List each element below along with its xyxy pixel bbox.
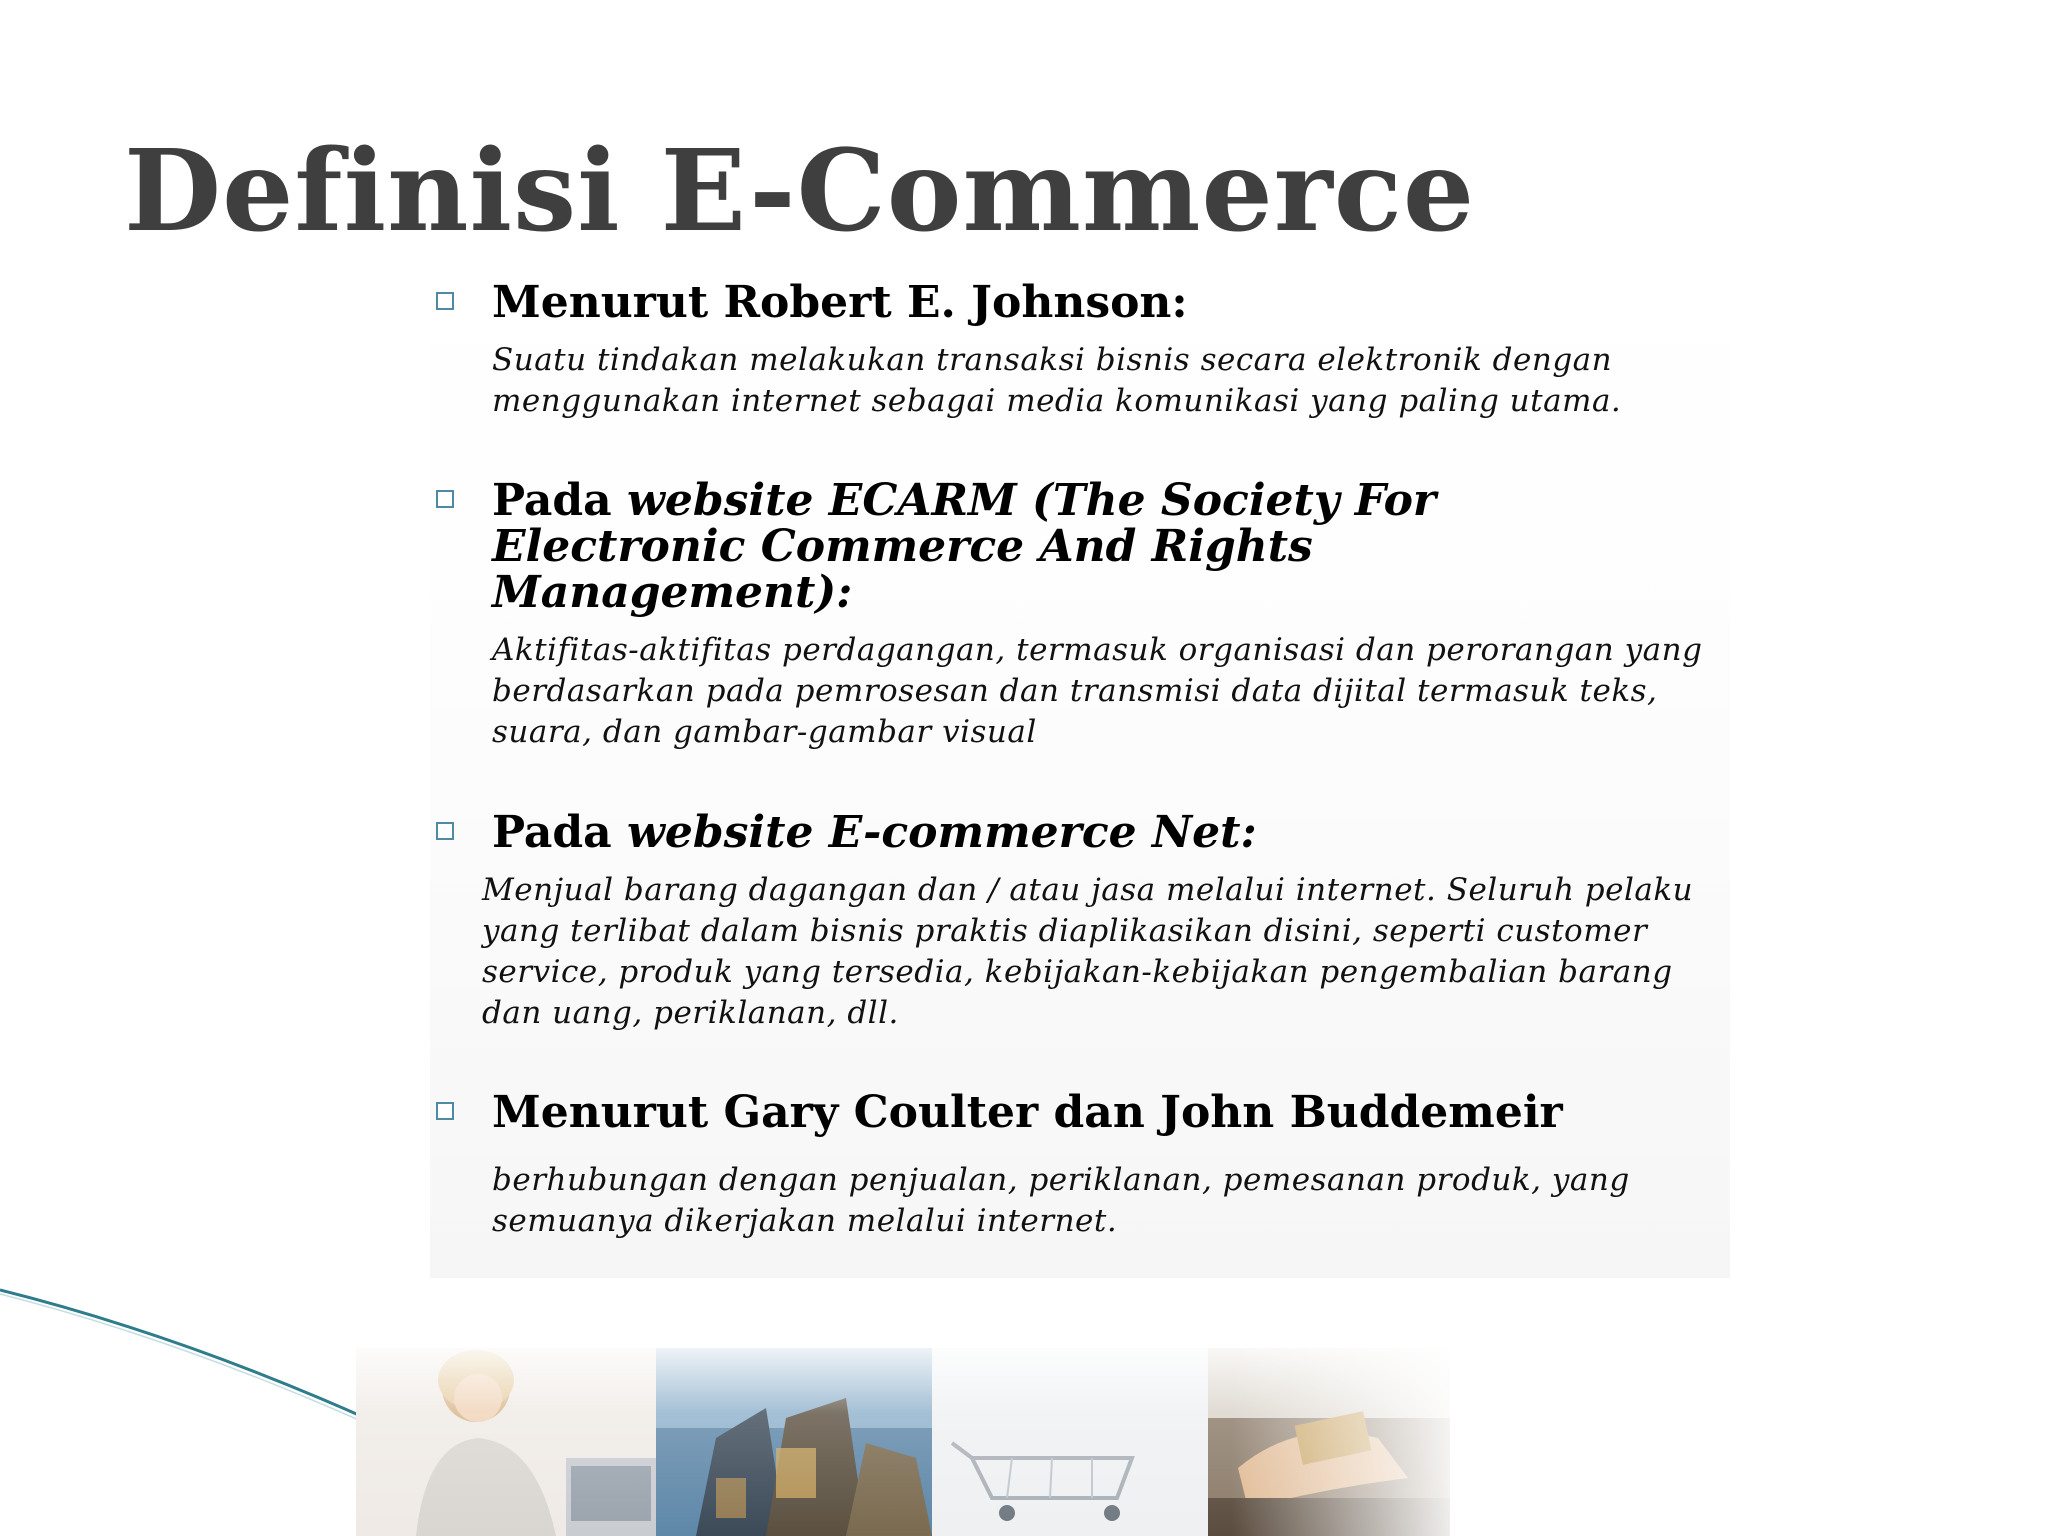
square-bullet-icon [436, 292, 454, 310]
item-heading [492, 277, 1692, 328]
item-heading [492, 475, 1652, 618]
item-definition: Suatu tindakan melakukan transaksi bisnis secara elektronik dengan menggunakan internet sebagai media komunikasi yang paling utama. [492, 342, 1622, 419]
heading-text: Pada [492, 475, 628, 526]
square-bullet-icon [436, 822, 454, 840]
item-definition: Aktifitas-aktifitas perdagangan, termasuk organisasi dan perorangan yang berdasarkan pada pemrosesan dan transmisi data dijital termasuk teks, suara, dan gambar-gambar visual [492, 632, 1703, 750]
heading-text: Menurut Gary Coulter dan John Buddemeir [492, 1087, 1563, 1138]
square-bullet-icon [436, 1102, 454, 1120]
item-definition: Menjual barang dagangan dan / atau jasa melalui internet. Seluruh pelaku yang terlibat dalam bisnis praktis diaplikasikan disini, seperti customer service, produk yang tersedia, kebijakan-kebijakan pengembalian barang dan uang, periklanan, dll. [482, 872, 1694, 1031]
content-area [430, 278, 1730, 1278]
heading-emphasis: website E-commerce Net: [627, 807, 1257, 858]
photo-strip [356, 1348, 1450, 1536]
heading-text: Pada [492, 807, 628, 858]
item-definition: berhubungan dengan penjualan, periklanan, pemesanan produk, yang semuanya dikerjakan melalui internet. [492, 1162, 1630, 1239]
decorative-swoosh-line [0, 1280, 370, 1420]
heading-text: Menurut Robert E. Johnson: [492, 277, 1188, 328]
square-bullet-icon [436, 490, 454, 508]
heading-emphasis: website ECARM (The Society For Electronic Commerce And Rights Management): [492, 475, 1437, 618]
item-heading [492, 1087, 1692, 1138]
item-heading [492, 807, 1692, 858]
slide-title: Definisi E-Commerce [124, 126, 1476, 257]
